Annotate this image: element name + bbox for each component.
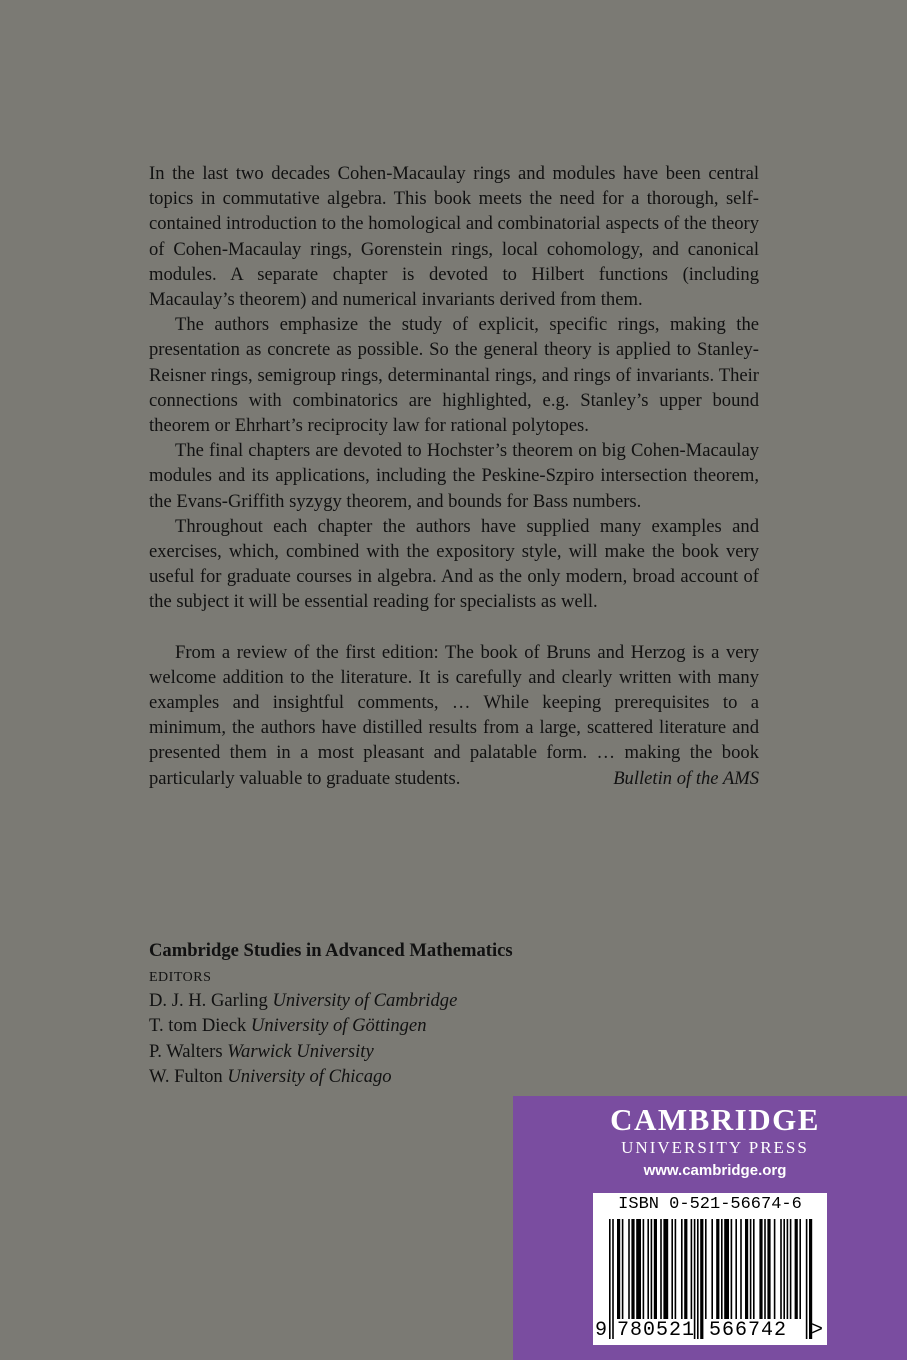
description-paragraph-1: In the last two decades Cohen-Macaulay rings and modules have been central topics in commutative algebra. This book meets the need for a thorough, self-contained introduction to the homological and combinatorial aspects of the theory of Cohen-Macaulay rings, Gorenstein rings, local cohomology, and canonical modules. A separate chapter is devoted to Hilbert functions (including Macaulay’s theorem) and numerical invariants derived from them. — [149, 163, 759, 311]
review-quote — [149, 640, 759, 791]
barcode-bar — [759, 1219, 762, 1319]
editor-name: P. Walters — [149, 1040, 223, 1062]
barcode-bar — [612, 1219, 614, 1339]
editor-line — [149, 1064, 749, 1089]
review-text: From a review of the first edition: The book of Bruns and Herzog is a very welcome addition to the literature. It is carefully and clearly written with many examples and insightful comments, … While keeping prerequisites to a minimum, the authors have distilled results from a large, scattered literature and presented them in a most pleasant and palatable form. … making the book particularly valuable to graduate students. — [149, 641, 759, 789]
publisher-box — [513, 1096, 907, 1360]
barcode-bar — [675, 1219, 677, 1319]
barcode-bar — [799, 1219, 801, 1319]
barcode-bar — [631, 1219, 634, 1319]
barcode-bar — [628, 1219, 630, 1319]
review-source: Bulletin of the AMS — [613, 767, 759, 789]
barcode-bar — [806, 1219, 808, 1339]
barcode-bar — [716, 1219, 719, 1319]
barcode-bar — [636, 1219, 641, 1319]
barcode-panel — [593, 1193, 827, 1345]
barcode-digit-end: > — [811, 1319, 824, 1342]
editor-affiliation: University of Göttingen — [250, 1015, 427, 1037]
editor-affiliation: University of Chicago — [227, 1065, 392, 1087]
back-cover-text — [149, 161, 759, 791]
barcode-bar — [617, 1219, 620, 1319]
barcode-bar — [787, 1219, 789, 1319]
barcode-bar — [740, 1219, 742, 1319]
barcode-digit-group-2: 566742 — [709, 1319, 788, 1342]
barcode-bar — [684, 1219, 687, 1319]
barcode-bar — [705, 1219, 707, 1319]
description-paragraph-3: The final chapters are devoted to Hochster’s theorem on big Cohen-Macaulay modules and its applications, including the Peskine-Szpiro intersection theorem, the Evans-Griffith syzygy theorem, and bounds for Bass numbers. — [149, 440, 759, 512]
barcode-bar — [647, 1219, 649, 1319]
barcode-bar — [721, 1219, 723, 1319]
barcode-digit-group-1: 780521 — [617, 1319, 696, 1342]
editor-affiliation: Warwick University — [227, 1040, 374, 1062]
barcode-bar — [764, 1219, 766, 1319]
series-title: Cambridge Studies in Advanced Mathematics — [149, 940, 513, 961]
publisher-website: www.cambridge.org — [643, 1162, 787, 1179]
barcode-bar — [700, 1219, 703, 1339]
isbn-text: ISBN 0-521-56674-6 — [618, 1195, 802, 1214]
publisher-subtitle: UNIVERSITY PRESS — [621, 1138, 809, 1157]
barcode-bar — [750, 1219, 752, 1319]
editor-name: T. tom Dieck — [149, 1015, 247, 1037]
barcode-bar — [774, 1219, 776, 1319]
barcode-bar — [643, 1219, 645, 1319]
barcode-bar — [660, 1219, 662, 1319]
barcode-bar — [651, 1219, 653, 1319]
barcode-bar — [780, 1219, 782, 1319]
barcode-bar — [622, 1219, 624, 1319]
barcode-bar — [681, 1219, 683, 1319]
editor-name: D. J. H. Garling — [149, 990, 268, 1012]
barcode-bar — [753, 1219, 755, 1319]
editor-line — [149, 1039, 749, 1064]
barcode-bar — [724, 1219, 729, 1319]
barcode-bar — [745, 1219, 748, 1319]
editor-line — [149, 1013, 749, 1038]
barcode-bar — [711, 1219, 713, 1319]
barcode-bar — [609, 1219, 611, 1339]
barcode-bar — [735, 1219, 737, 1319]
barcode-bar — [795, 1219, 798, 1319]
barcode-bar — [783, 1219, 785, 1319]
barcode-bar — [790, 1219, 792, 1319]
barcode-bar — [671, 1219, 673, 1319]
barcode-bar — [691, 1219, 693, 1319]
barcode-bar — [767, 1219, 770, 1319]
barcode-bar — [697, 1219, 699, 1339]
barcode-bar — [731, 1219, 733, 1319]
publisher-name: CAMBRIDGE — [610, 1102, 820, 1137]
description-paragraph-4: Throughout each chapter the authors have supplied many examples and exercises, which, combined with the expository style, will make the book very useful for graduate courses in algebra. And as the only modern, broad account of the subject it will be essential reading for specialists as well. — [149, 515, 759, 613]
editors-heading: EDITORS — [149, 970, 212, 986]
series-info — [149, 938, 749, 1089]
barcode-bar — [663, 1219, 668, 1319]
editor-affiliation: University of Cambridge — [272, 990, 458, 1012]
description-paragraph-2: The authors emphasize the study of explicit, specific rings, making the presentation as concrete as possible. So the general theory is applied to Stanley-Reisner rings, semigroup rings, determinantal rings, and rings of invariants. Their connections with combinatorics are highlighted, e.g. Stanley’s upper bound theorem or Ehrhart’s reciprocity law for rational polytopes. — [149, 314, 759, 437]
barcode-digit-first: 9 — [595, 1319, 608, 1342]
barcode-bar — [654, 1219, 657, 1319]
editor-line — [149, 988, 749, 1013]
editor-name: W. Fulton — [149, 1065, 223, 1087]
